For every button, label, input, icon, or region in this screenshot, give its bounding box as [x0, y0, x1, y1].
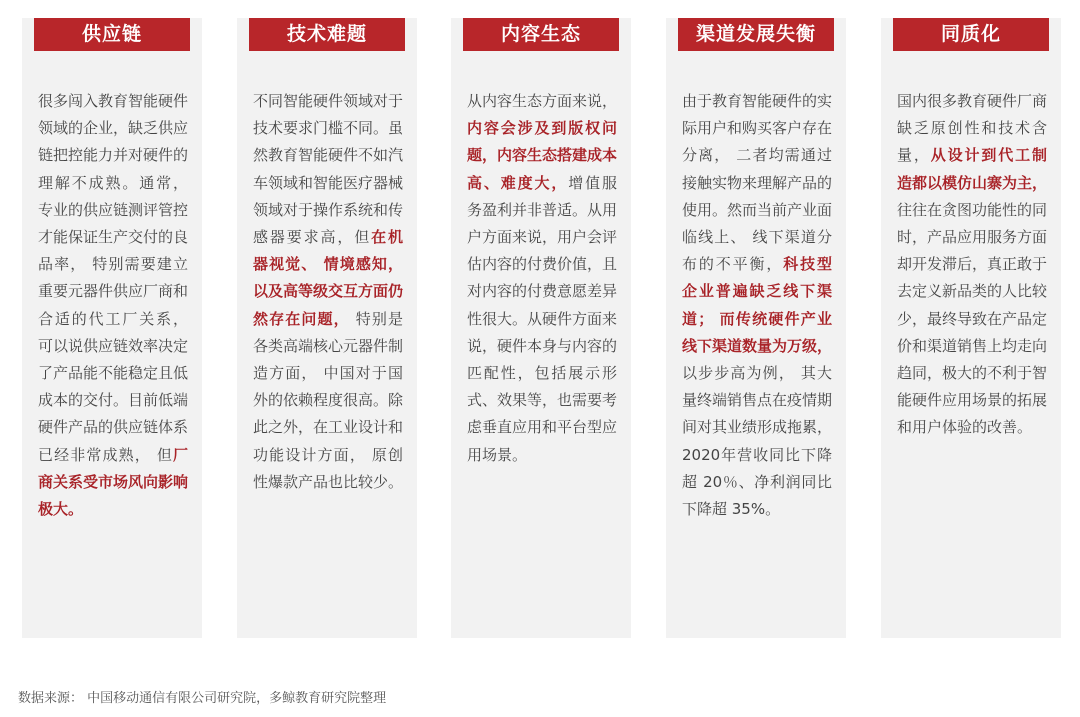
card-title: 内容生态 [463, 18, 619, 51]
highlight-text: 内容会涉及到版权问题，内容生态搭建成本高、难度大， [467, 119, 618, 192]
highlight-text: 从设计到代工制造都以模仿山寨为主， [897, 146, 1048, 192]
card-body [253, 88, 403, 496]
card-tech-difficulty [237, 18, 417, 638]
card-body [467, 88, 617, 469]
card-title: 同质化 [893, 18, 1049, 51]
body-text: 很多闯入教育智能硬件领域的企业，缺乏供应链把控能力并对硬件的理解不成熟。通常， 专业的供应链测评管控才能保证生产交付的良品率， 特别需要建立重要元器件供应厂商和合适的代工厂关系， 可以说供应链效率决定了产品能不能稳定且低成本的交付。目前低端硬件产品的供应链体系已经非常成熟， 但 [38, 92, 189, 464]
card-title: 技术难题 [249, 18, 405, 51]
body-text: 从内容生态方面来说， [467, 92, 618, 110]
body-text: 往往在贪图功能性的同时，产品应用服务方面却开发滞后，真正敢于去定义新品类的人比较少，最终导致在产品定价和渠道销售上均走向趋同，极大的不利于智能硬件应用场景的拓展和用户体验的改善。 [897, 200, 1048, 437]
highlight-text: 在机器视觉、 情境感知， 以及高等级交互方面仍然存在问题， [253, 228, 404, 328]
data-source-note: 数据来源： 中国移动通信有限公司研究院，多鲸教育研究院整理 [18, 691, 387, 706]
card-channel-imbalance [666, 18, 846, 638]
highlight-text: 科技型企业普遍缺乏线下渠道； 而传统硬件产业线下渠道数量为万级， [682, 255, 833, 355]
card-homogenization [881, 18, 1061, 638]
body-text: 由于教育智能硬件的实际用户和购买客户存在分离， 二者均需通过接触实物来理解产品的使用。然而当前产业面临线上、 线下渠道分布的不平衡， [682, 92, 833, 274]
body-text: 国内很多教育硬件厂商缺乏原创性和技术含量， [897, 92, 1048, 165]
card-body [38, 88, 188, 523]
card-supply-chain [22, 18, 202, 638]
card-title: 供应链 [34, 18, 190, 51]
card-content-ecosystem [451, 18, 631, 638]
body-text: 特别是各类高端核心元器件制造方面， 中国对于国外的依赖程度很高。除此之外，在工业设计和功能设计方面， 原创性爆款产品也比较少。 [253, 309, 404, 491]
body-text: 不同智能硬件领域对于技术要求门槛不同。虽然教育智能硬件不如汽车领域和智能医疗器械领域对于操作系统和传感器要求高，但 [253, 92, 404, 247]
card-body [897, 88, 1047, 442]
body-text: 增值服务盈利并非普适。从用户方面来说，用户会评估内容的付费价值，且对内容的付费意愿差异性很大。从硬件方面来说，硬件本身与内容的匹配性，包括展示形式、效果等，也需要考虑垂直应用和平台型应用场景。 [467, 173, 618, 464]
body-text: 以步步高为例， 其大量终端销售点在疫情期间对其业绩形成拖累， 2020年营收同比下降超 20％、净利润同比下降超 35%。 [682, 364, 833, 519]
card-body [682, 88, 832, 523]
card-title: 渠道发展失衡 [678, 18, 834, 51]
highlight-text: 厂商关系受市场风向影响极大。 [38, 445, 189, 519]
